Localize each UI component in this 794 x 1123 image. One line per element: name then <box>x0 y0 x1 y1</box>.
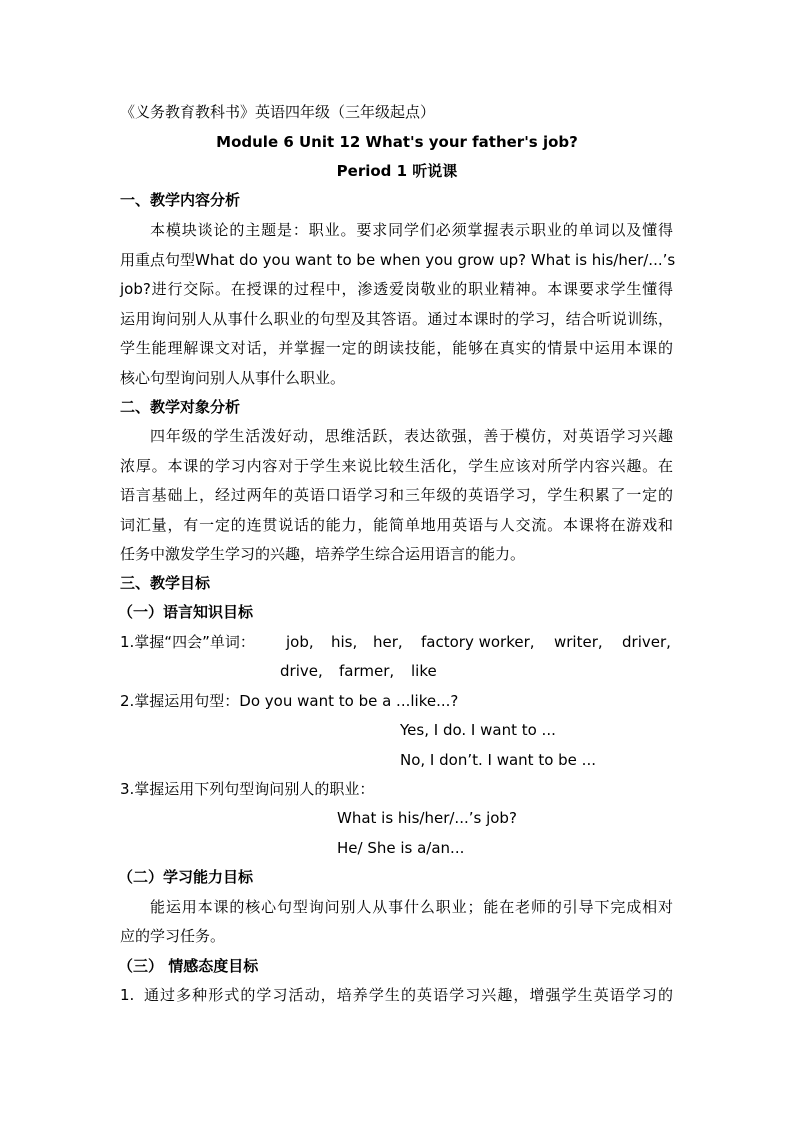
vocab-word: writer, <box>554 633 603 651</box>
section2-line-5: 任务中激发学生学习的兴趣，培养学生综合运用语言的能力。 <box>120 545 526 563</box>
section1-line-5: 学生能理解课文对话，并掌握一定的朗读技能，能够在真实的情景中运用本课的 <box>120 339 673 357</box>
item2-answer-no: No, I don’t. I want to be ... <box>400 751 596 769</box>
vocab-word: driver, <box>622 633 671 651</box>
vocab-word: her, <box>373 633 403 651</box>
sub2-line-2: 应的学习任务。 <box>120 927 226 945</box>
item2-label: 2.掌握运用句型：Do you want to be a ...like...? <box>120 692 459 710</box>
section1-heading: 一、教学内容分析 <box>120 191 241 209</box>
item3-answer: He/ She is a/an... <box>337 839 465 857</box>
section1-line-1: 本模块谈论的主题是：职业。要求同学们必须掌握表示职业的单词以及懂得 <box>150 221 673 239</box>
vocab-word: factory worker, <box>421 633 535 651</box>
sub3-item1-text: 通过多种形式的学习活动，培养学生的英语学习兴趣，增强学生英语学习的 <box>144 986 673 1004</box>
vocab-word: like <box>411 662 437 680</box>
item3-label: 3.掌握运用下列句型询问别人的职业： <box>120 780 375 798</box>
sub3-item1-number: 1. <box>120 986 135 1004</box>
section1-line-4: 运用询问别人从事什么职业的句型及其答语。通过本课时的学习，结合听说训练， <box>120 310 673 328</box>
section2-line-3: 语言基础上，经过两年的英语口语学习和三年级的英语学习，学生积累了一定的 <box>120 486 673 504</box>
vocab-word: his, <box>331 633 358 651</box>
section2-heading: 二、教学对象分析 <box>120 398 241 416</box>
vocab-word: job, <box>286 633 314 651</box>
section2-line-2: 浓厚。本课的学习内容对于学生来说比较生活化，学生应该对所学内容兴趣。在 <box>120 457 673 475</box>
sub1-heading: （一）语言知识目标 <box>118 603 254 621</box>
period-title: Period 1 听说课 <box>336 162 458 180</box>
section2-line-1: 四年级的学生活泼好动，思维活跃，表达欲强，善于模仿，对英语学习兴趣 <box>150 427 673 445</box>
sub3-heading: （三） 情感态度目标 <box>118 957 259 975</box>
vocab-word: drive, <box>280 662 323 680</box>
sub2-heading: （二）学习能力目标 <box>118 868 254 886</box>
sub2-line-1: 能运用本课的核心句型询问别人从事什么职业；能在老师的引导下完成相对 <box>150 898 673 916</box>
item1-label: 1.掌握“四会”单词： <box>120 633 255 651</box>
section2-line-4: 词汇量，有一定的连贯说话的能力，能简单地用英语与人交流。本课将在游戏和 <box>120 516 673 534</box>
item3-question: What is his/her/...’s job? <box>337 809 517 827</box>
section3-heading: 三、教学目标 <box>120 574 211 592</box>
item2-answer-yes: Yes, I do. I want to ... <box>400 721 556 739</box>
vocab-word: farmer, <box>339 662 395 680</box>
section1-line-6: 核心句型询问别人从事什么职业。 <box>120 369 346 387</box>
textbook-series: 《义务教育教科书》英语四年级（三年级起点） <box>120 103 436 121</box>
lesson-title: Module 6 Unit 12 What's your father's job? <box>216 133 578 151</box>
section1-line-3: job?进行交际。在授课的过程中，渗透爱岗敬业的职业精神。本课要求学生懂得 <box>120 280 673 298</box>
section1-line-2: 用重点句型What do you want to be when you grow up? What is his/her/...’s <box>120 251 676 269</box>
